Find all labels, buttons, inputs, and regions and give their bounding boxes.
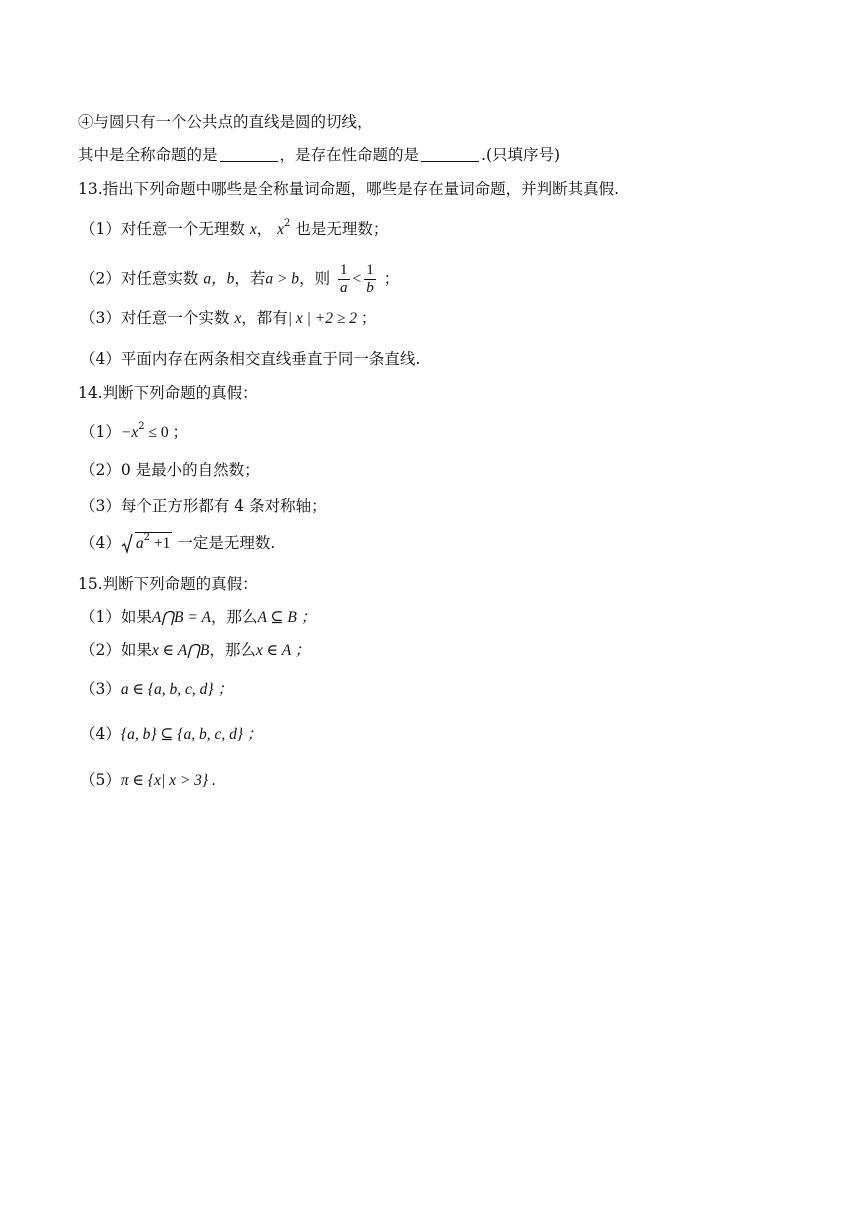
denominator: a — [340, 280, 348, 296]
math-a-b: a，b — [203, 270, 235, 288]
q13-3-prefix: （3）对任意一个实数 — [80, 309, 230, 327]
question-13-text: 13.指出下列命题中哪些是全称量词命题，哪些是存在量词命题，并判断其真假. — [78, 180, 620, 198]
q15-item-3 — [80, 679, 233, 700]
q14-1-prefix: （1） — [80, 423, 121, 441]
q13-item-2: （2）对任意实数 a，b，若a > b，则 $\frac{1}{a}$ < $\frac{1}{b}$ ； — [80, 262, 400, 296]
superscript-2: 2 — [143, 532, 150, 543]
fill-in-line — [78, 145, 560, 165]
question-15-title — [78, 574, 258, 594]
sqrt-symbol — [121, 533, 133, 555]
q15-1-prefix: （1）如果 — [80, 608, 152, 626]
q15-item-5 — [80, 770, 216, 791]
semicolon: ； — [378, 269, 400, 288]
q14-2-text: （2）0 是最小的自然数； — [80, 461, 260, 479]
q13-4-text: （4）平面内存在两条相交直线垂直于同一条直线. — [80, 350, 421, 368]
math-x: x — [249, 221, 257, 238]
denominator: b — [366, 280, 374, 296]
q13-item-3: （3）对任意一个实数 x，都有| x | +2 ≥ 2 ； — [80, 309, 377, 327]
fill-prompt-2: ，是存在性命题的是 — [279, 146, 420, 164]
q14-item-3 — [80, 496, 327, 516]
math-x-in-intersection: x ∈ A⋂B — [151, 642, 210, 659]
q15-2-mid: ，那么 — [209, 641, 256, 659]
q13-2-then: ，则 — [299, 269, 331, 288]
q15-3-prefix: （3） — [80, 680, 121, 698]
math-plus-one: +1 — [150, 535, 171, 552]
question-13-title — [78, 179, 619, 199]
q14-item-1 — [80, 422, 188, 443]
item-4-text — [78, 112, 373, 132]
q15-item-2 — [80, 640, 310, 661]
numerator: 1 — [366, 262, 374, 278]
question-15-text: 15.判断下列命题的真假： — [78, 575, 258, 593]
q15-item-4 — [80, 724, 262, 745]
q13-item-1: （1）对任意一个无理数 x， $x^2$ 也是无理数； — [80, 218, 389, 238]
math-x-squared-base: x — [277, 221, 285, 238]
q14-4-suffix: 一定是无理数. — [177, 534, 276, 552]
fraction-1-over-b — [364, 262, 376, 297]
q14-4-prefix: （4） — [80, 534, 121, 552]
math-a-gt-b: a > b — [265, 270, 300, 288]
math-a: a — [135, 535, 144, 552]
superscript-2: 2 — [138, 421, 145, 432]
q15-2-prefix: （2）如果 — [80, 641, 152, 659]
fill-prompt-1: 其中是全称命题的是 — [78, 146, 218, 164]
q14-item-4 — [80, 533, 275, 555]
fraction-1-over-a — [338, 262, 350, 297]
statement-4: ④与圆只有一个公共点的直线是圆的切线， — [78, 113, 373, 131]
math-neg-x: −x — [120, 424, 139, 441]
answer-blank-universal[interactable] — [220, 147, 278, 162]
math-pi-in-set: π ∈ {x| x > 3} . — [120, 772, 216, 789]
question-14-text: 14.判断下列命题的真假： — [78, 384, 258, 402]
superscript-2: 2 — [284, 218, 291, 229]
q13-1-prefix: （1）对任意一个无理数 — [80, 220, 245, 238]
q13-item-4 — [80, 349, 420, 369]
math-abs-inequality: | x | +2 ≥ 2 — [287, 310, 357, 327]
q13-2-prefix: （2）对任意实数 — [80, 269, 199, 288]
q13-2-if: ，若 — [234, 269, 266, 288]
question-14-title — [78, 383, 258, 403]
numerator: 1 — [340, 262, 348, 278]
math-x-in-a: x ∈ A ； — [255, 642, 311, 659]
math-set-subset: {a, b} ⊆ {a, b, c, d} ； — [120, 726, 263, 743]
math-a-in-set: a ∈ {a, b, c, d} ； — [120, 681, 234, 698]
math-subset: A ⊆ B ； — [257, 609, 317, 626]
q13-3-mid: ，都有 — [241, 309, 288, 327]
math-le-zero: ≤ 0 ； — [144, 424, 188, 441]
math-intersection-eq: A⋂B = A — [151, 609, 211, 626]
q15-item-1 — [80, 607, 316, 628]
q14-item-2 — [80, 460, 260, 480]
answer-blank-existential[interactable] — [421, 147, 479, 162]
q14-3-text: （3）每个正方形都有 4 条对称轴； — [80, 497, 327, 515]
q15-5-prefix: （5） — [80, 771, 121, 789]
math-x: x — [234, 310, 242, 327]
q15-1-mid: ，那么 — [210, 608, 258, 626]
q15-4-prefix: （4） — [80, 725, 121, 743]
fill-prompt-3: .(只填序号) — [481, 146, 561, 164]
q13-1-suffix: 也是无理数； — [295, 220, 389, 238]
